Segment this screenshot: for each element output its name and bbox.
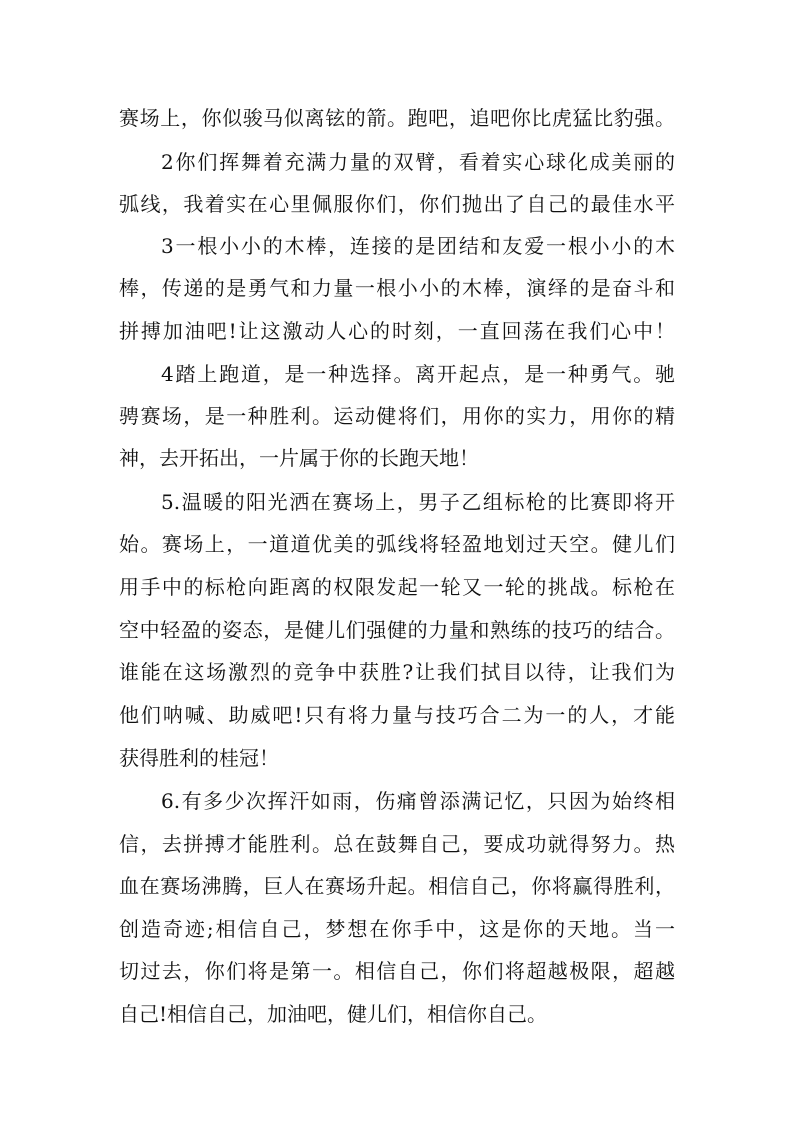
- text-line-18: 信，去拼搏才能胜利。总在鼓舞自己，要成功就得努力。热: [119, 832, 675, 856]
- text-line-5: 棒，传递的是勇气和力量一根小小的木棒，演绎的是奋斗和: [119, 276, 675, 300]
- text-line-10: 5.温暖的阳光洒在赛场上，男子乙组标枪的比赛即将开: [161, 490, 675, 514]
- text-line-17: 6.有多少次挥汗如雨，伤痛曾添满记忆，只因为始终相: [161, 789, 675, 813]
- text-line-12: 用手中的标枪向距离的权限发起一轮又一轮的挑战。标枪在: [119, 575, 675, 599]
- text-line-11: 始。赛场上，一道道优美的弧线将轻盈地划过天空。健儿们: [119, 532, 675, 556]
- text-line-7: 4踏上跑道，是一种选择。离开起点，是一种勇气。驰: [161, 362, 675, 386]
- text-line-6: 拼搏加油吧!让这激动人心的时刻，一直回荡在我们心中！: [119, 319, 675, 343]
- text-line-2: 2你们挥舞着充满力量的双臂，看着实心球化成美丽的: [161, 150, 675, 174]
- text-line-3: 弧线，我着实在心里佩服你们，你们抛出了自己的最佳水平: [119, 192, 675, 216]
- text-line-15: 他们呐喊、助威吧!只有将力量与技巧合二为一的人，才能: [119, 703, 675, 727]
- text-line-22: 自己!相信自己，加油吧，健儿们，相信你自己。: [119, 1002, 548, 1026]
- text-line-13: 空中轻盈的姿态，是健儿们强健的力量和熟练的技巧的结合。: [119, 618, 675, 642]
- text-line-20: 创造奇迹;相信自己，梦想在你手中，这是你的天地。当一: [119, 917, 675, 941]
- text-line-19: 血在赛场沸腾，巨人在赛场升起。相信自己，你将赢得胜利，: [119, 874, 675, 898]
- text-line-16: 获得胜利的桂冠！: [119, 746, 279, 770]
- text-line-14: 谁能在这场激烈的竞争中获胜?让我们拭目以待，让我们为: [119, 660, 675, 684]
- text-line-1: 赛场上，你似骏马似离铉的箭。跑吧，追吧你比虎猛比豹强。: [119, 106, 675, 130]
- text-line-21: 切过去，你们将是第一。相信自己，你们将超越极限，超越: [119, 959, 675, 983]
- text-line-8: 骋赛场，是一种胜利。运动健将们，用你的实力，用你的精: [119, 404, 675, 428]
- text-line-9: 神，去开拓出，一片属于你的长跑天地！: [119, 446, 479, 470]
- text-line-4: 3一根小小的木棒，连接的是团结和友爱一根小小的木: [161, 234, 675, 258]
